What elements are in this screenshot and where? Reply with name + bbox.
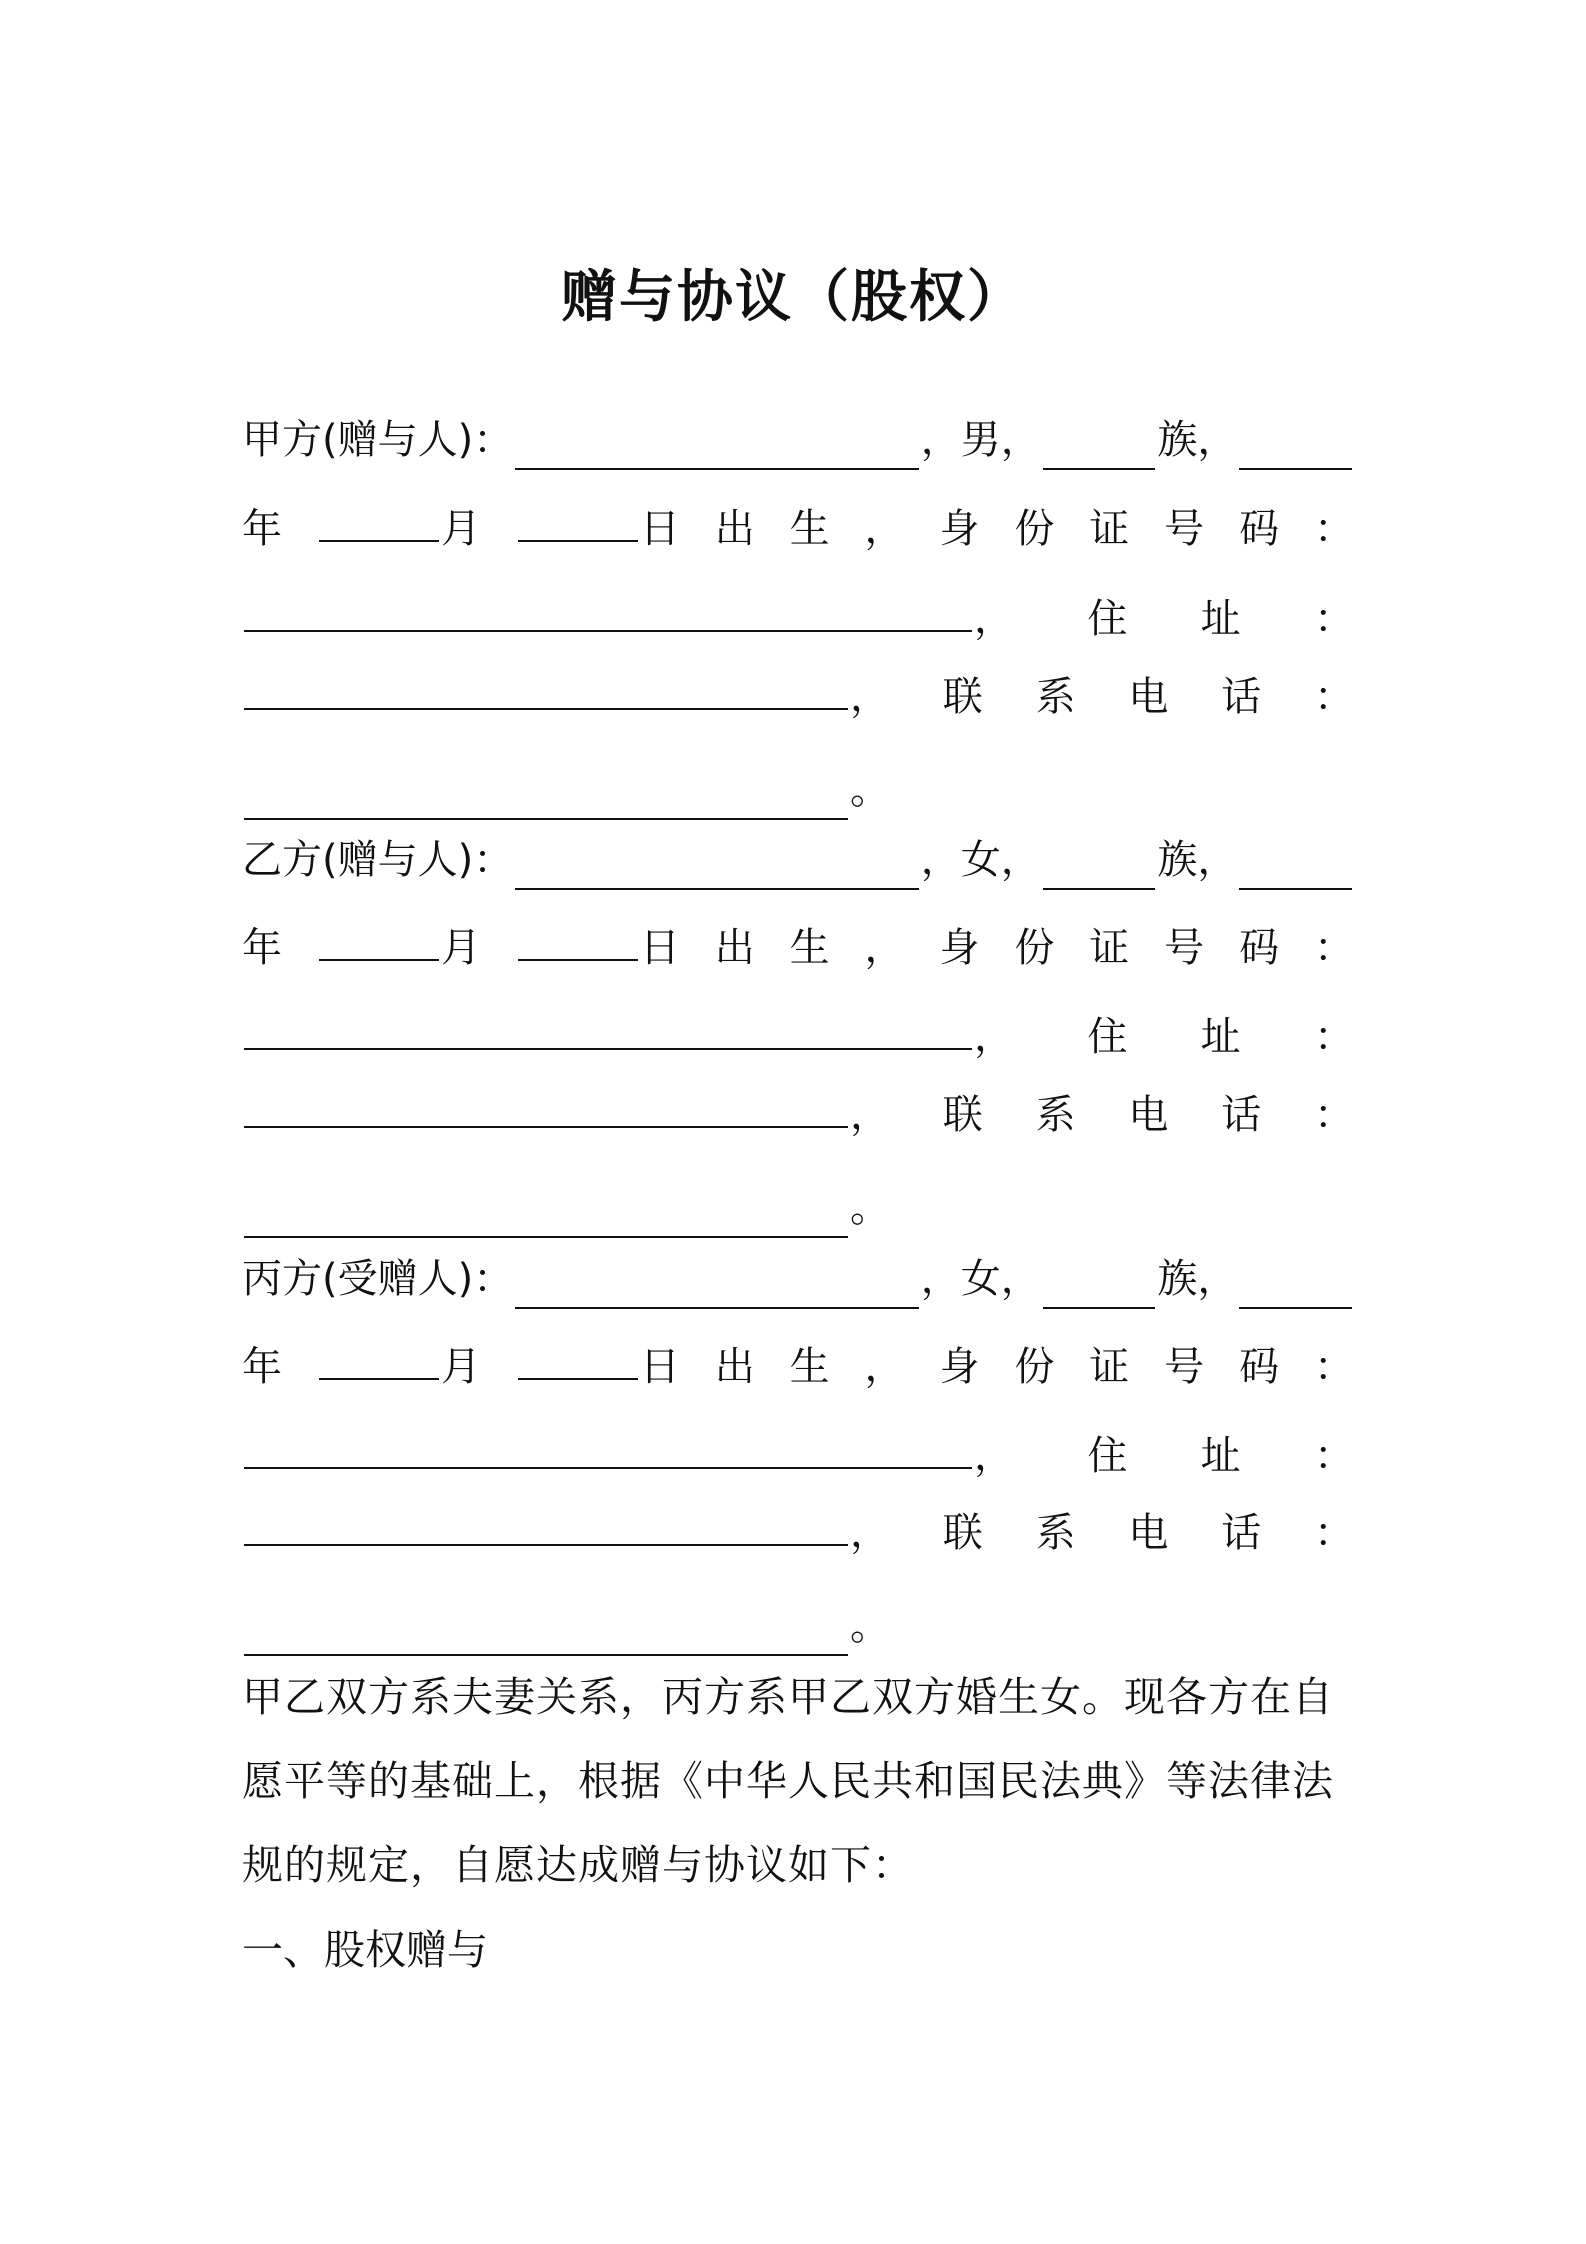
party-b-birth-char: 生: [789, 925, 830, 971]
party-c-birth-char: 码: [1239, 1344, 1280, 1390]
party-a-phone-char: 联: [942, 674, 983, 720]
party-c-birth-char: 生: [789, 1344, 830, 1390]
intro-line: 愿平等的基础上，根据《中华人民共和国民法典》等法律法: [242, 1757, 1334, 1805]
party-b-phone-char: ，: [850, 1092, 890, 1138]
party-b-birth-char: 码: [1239, 925, 1280, 971]
party-a-year-blank[interactable]: [1239, 422, 1352, 470]
party-a-address-char: ：: [1313, 596, 1354, 642]
party-b-id-blank[interactable]: [244, 1002, 972, 1050]
party-c-birth-char: 身: [939, 1344, 980, 1390]
party-c-birth-char: ，: [864, 1344, 905, 1390]
party-c-day-blank[interactable]: [518, 1332, 638, 1380]
party-c-phone-blank[interactable]: [244, 1608, 848, 1656]
party-b-address-line: [242, 1085, 1354, 1145]
party-b-birth-line: [242, 918, 1354, 978]
party-a-birth-char: ，: [864, 506, 905, 552]
party-a-month-label: 月: [440, 506, 481, 552]
party-b-phone-char: 联: [942, 1092, 983, 1138]
party-a-address-char: 址: [1200, 596, 1241, 642]
party-c-id-line: [242, 1426, 1354, 1486]
party-c-birth-char: 份: [1014, 1344, 1055, 1390]
party-a-phone-char: ，: [850, 674, 890, 720]
intro-line: 规的规定，自愿达成赠与协议如下：: [242, 1841, 914, 1889]
party-c-birth-char: 出: [714, 1344, 755, 1390]
party-a-name-blank[interactable]: [515, 422, 919, 470]
party-b-birth-char: ，: [864, 925, 905, 971]
party-a-end: 。: [850, 767, 890, 813]
party-b-birth-char: ：: [1313, 925, 1354, 971]
party-a-id-blank[interactable]: [244, 584, 972, 632]
party-c-phone-line: [242, 1596, 1354, 1656]
party-c-birth-line: [242, 1337, 1354, 1397]
party-a-address-char: 住: [1087, 596, 1128, 642]
party-c-ethnicity-blank[interactable]: [1043, 1261, 1156, 1309]
party-b-birth-char: 号: [1164, 925, 1205, 971]
party-a-name-line: [242, 410, 1354, 470]
party-b-birth-char: 份: [1014, 925, 1055, 971]
party-b-month-label: 月: [440, 925, 481, 971]
party-a-ethnicity-suffix: 族，: [1157, 417, 1238, 463]
party-c-phone-char: 联: [942, 1510, 983, 1556]
party-b-year-label: 年: [242, 925, 282, 971]
party-b-birth-char: 证: [1089, 925, 1130, 971]
party-b-address-blank[interactable]: [244, 1080, 848, 1128]
party-c-address-char: ：: [1313, 1433, 1354, 1479]
party-a-birth-char: 出: [714, 506, 755, 552]
party-a-birth-char: 份: [1014, 506, 1055, 552]
party-b-phone-char: 系: [1035, 1092, 1076, 1138]
party-c-address-char: 址: [1200, 1433, 1241, 1479]
party-a-id-line: [242, 589, 1354, 649]
party-a-phone-char: 系: [1035, 674, 1076, 720]
party-a-month-blank[interactable]: [319, 494, 439, 542]
party-c-gender: ，女，: [920, 1256, 1041, 1302]
party-c-phone-char: 系: [1035, 1510, 1076, 1556]
party-c-phone-char: ：: [1313, 1510, 1354, 1556]
party-a-birth-char: 生: [789, 506, 830, 552]
party-b-phone-char: 话: [1221, 1092, 1262, 1138]
party-c-address-blank[interactable]: [244, 1498, 848, 1546]
party-c-birth-char: ：: [1313, 1344, 1354, 1390]
intro-line: 甲乙双方系夫妻关系，丙方系甲乙双方婚生女。现各方在自: [242, 1673, 1334, 1721]
party-a-phone-line: [242, 760, 1354, 820]
party-a-ethnicity-blank[interactable]: [1043, 422, 1156, 470]
party-c-phone-char: ，: [850, 1510, 890, 1556]
party-b-label: 乙方(赠与人)：: [242, 837, 514, 883]
party-a-gender: ，男，: [920, 417, 1041, 463]
party-a-birth-line: [242, 499, 1354, 559]
party-c-label: 丙方(受赠人)：: [242, 1256, 514, 1302]
party-b-birth-char: 身: [939, 925, 980, 971]
party-c-end: 。: [850, 1603, 890, 1649]
party-c-address-char: ，: [974, 1433, 1014, 1479]
party-b-id-line: [242, 1007, 1354, 1067]
party-a-birth-char: 证: [1089, 506, 1130, 552]
party-b-birth-char: 日: [639, 925, 680, 971]
party-b-name-line: [242, 830, 1354, 890]
party-b-name-blank[interactable]: [515, 842, 919, 890]
party-c-birth-char: 证: [1089, 1344, 1130, 1390]
party-b-day-blank[interactable]: [518, 913, 638, 961]
party-a-birth-char: 身: [939, 506, 980, 552]
party-b-gender: ，女，: [920, 837, 1041, 883]
party-a-address-blank[interactable]: [244, 662, 848, 710]
party-c-birth-char: 号: [1164, 1344, 1205, 1390]
party-b-phone-char: 电: [1128, 1092, 1169, 1138]
party-c-phone-char: 电: [1128, 1510, 1169, 1556]
party-a-birth-char: ：: [1313, 506, 1354, 552]
document-title: 赠与协议（股权）: [561, 265, 1025, 330]
party-c-year-label: 年: [242, 1344, 282, 1390]
party-a-birth-char: 日: [639, 506, 680, 552]
party-b-address-char: 住: [1087, 1014, 1128, 1060]
party-b-ethnicity-suffix: 族，: [1157, 837, 1238, 883]
party-a-address-char: ，: [974, 596, 1014, 642]
party-c-phone-char: 话: [1221, 1510, 1262, 1556]
party-a-phone-char: 电: [1128, 674, 1169, 720]
party-b-address-char: ，: [974, 1014, 1014, 1060]
party-a-birth-char: 码: [1239, 506, 1280, 552]
party-b-phone-char: ：: [1313, 1092, 1354, 1138]
party-b-phone-blank[interactable]: [244, 1190, 848, 1238]
section-heading-equity-gift: 一、股权赠与: [242, 1926, 488, 1974]
party-c-year-blank[interactable]: [1239, 1261, 1352, 1309]
party-c-month-label: 月: [440, 1344, 481, 1390]
party-a-label: 甲方(赠与人)：: [242, 417, 514, 463]
party-a-day-blank[interactable]: [518, 494, 638, 542]
party-c-address-line: [242, 1503, 1354, 1563]
party-c-month-blank[interactable]: [319, 1332, 439, 1380]
party-b-address-char: ：: [1313, 1014, 1354, 1060]
party-b-birth-char: 出: [714, 925, 755, 971]
party-c-name-blank[interactable]: [515, 1261, 919, 1309]
party-a-year-label: 年: [242, 506, 282, 552]
party-b-year-blank[interactable]: [1239, 842, 1352, 890]
party-b-month-blank[interactable]: [319, 913, 439, 961]
party-b-ethnicity-blank[interactable]: [1043, 842, 1156, 890]
party-c-id-blank[interactable]: [244, 1421, 972, 1469]
party-a-birth-char: 号: [1164, 506, 1205, 552]
party-b-address-char: 址: [1200, 1014, 1241, 1060]
party-a-phone-char: 话: [1221, 674, 1262, 720]
party-c-name-line: [242, 1249, 1354, 1309]
party-c-ethnicity-suffix: 族，: [1157, 1256, 1238, 1302]
party-a-phone-blank[interactable]: [244, 772, 848, 820]
party-c-birth-char: 日: [639, 1344, 680, 1390]
intro-paragraph: [242, 1655, 1354, 1907]
party-c-address-char: 住: [1087, 1433, 1128, 1479]
party-b-phone-line: [242, 1178, 1354, 1238]
party-a-address-line: [242, 667, 1354, 727]
party-a-phone-char: ：: [1313, 674, 1354, 720]
party-b-end: 。: [850, 1185, 890, 1231]
